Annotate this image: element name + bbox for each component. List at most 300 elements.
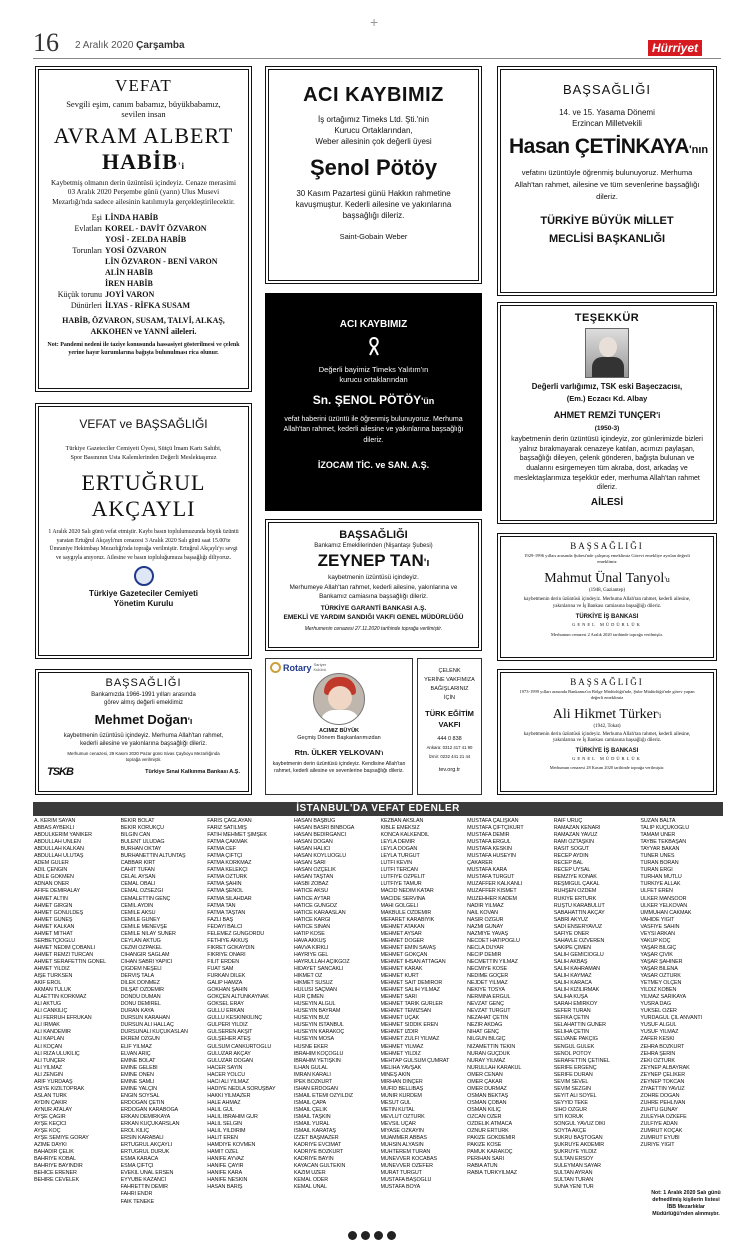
obituary-name: BEHİRE CEVELEK xyxy=(34,1177,80,1184)
obituary-name: MEHMET ZÜLFİ YILMAZ xyxy=(380,1036,440,1043)
obituary-name: ÜLKER YELKOVAN xyxy=(640,902,688,909)
isbank-sub: GENEL MÜDÜRLÜK xyxy=(572,622,642,628)
obituary-column xyxy=(381,818,465,1218)
obituary-name: BAHADIR ÇELİK xyxy=(34,1149,74,1156)
obituary-name: HASAN TAŞTAN xyxy=(293,874,334,881)
tev-phone: 444 0 838 xyxy=(437,735,462,742)
obituary-name: LEYLA DEMİR xyxy=(380,839,415,846)
obituary-name: ERDOĞAN KARABOĞA xyxy=(120,1106,179,1113)
ribbon-icon xyxy=(277,336,470,361)
relative-name: JOYİ VARON xyxy=(105,290,155,300)
obituary-name: ZEYNEP TOKCAN xyxy=(640,1078,685,1085)
ad-body: kaybetmenin derin üzüntüsü içindeyiz. Kendisine Allah'tan rahmet, kederli ailesine ve sevenlerine başsağlığı dileriz. xyxy=(272,761,406,774)
header-date: 2 Aralık 2020 Çarşamba xyxy=(75,40,185,51)
obituary-name: MELİHA YAVŞAK xyxy=(380,1064,422,1071)
obituary-name: MUAMMER ABBAS xyxy=(380,1135,427,1142)
rotary-wheel-icon xyxy=(270,662,281,673)
obituary-name: TURAN ERGİ xyxy=(640,867,673,874)
obituary-column xyxy=(207,818,291,1218)
obituary-column xyxy=(294,818,378,1218)
deceased-name: ERTUĞRUL xyxy=(81,470,206,496)
obituary-name: MUHSİN ALYASİN xyxy=(380,1142,424,1149)
obituary-name: AHMET ALTIN xyxy=(34,895,68,902)
obituary-name: HÜSEYİN İSTANBUL xyxy=(293,1022,344,1029)
obituary-name: RECEP BAL xyxy=(553,860,584,867)
obituary-name: RABİA TÜRKYILMAZ xyxy=(467,1170,517,1177)
obituary-name: HÜSEYİN BUZ xyxy=(293,1015,330,1022)
obituary-name: SAKİPE ÇİMEN xyxy=(553,944,591,951)
obituary-name: HALİL SELGİN xyxy=(207,1121,243,1128)
relative-name: LİNDA HABİB xyxy=(105,213,159,223)
obituary-name: MUSTAFA KARA xyxy=(467,867,507,874)
obituary-name: CEZMİ ÖZPAKEL xyxy=(120,944,163,951)
obituary-name: EROL KILIÇ xyxy=(120,1128,150,1135)
obituary-column xyxy=(467,818,551,1218)
obituary-name: ÖMER CENAN xyxy=(467,1071,503,1078)
obituary-name: MUSTAFA ERGÜL xyxy=(467,839,511,846)
obituary-name: MUSTAFA KESKİN xyxy=(467,846,512,853)
obituary-name: HADİYE NEDLA SORUŞBAY xyxy=(207,1085,276,1092)
obituary-name: MUSTAFA HÜSEYİN xyxy=(467,853,516,860)
obituary-name: GÖKSEL ERAY xyxy=(207,1001,244,1008)
obituary-name: ESMA ÇİFTÇİ xyxy=(120,1163,154,1170)
obituary-name: LÜTFİYE ÖZPELİT xyxy=(380,874,426,881)
obituary-name: SEYİT ALİ SOYEL xyxy=(553,1092,597,1099)
obituary-name: GALİP HAMZA xyxy=(207,980,243,987)
obituary-name: HAMDİYE KOVMEN xyxy=(207,1142,256,1149)
families: HABİB, ÖZVARON, SUSAM, TALVİ, ALKAŞ, AKKOHEN ve YANNİ aileleri. xyxy=(62,316,225,336)
obituary-name: KADRİYE BOZKURT xyxy=(293,1149,344,1156)
tgc-emblem-icon xyxy=(134,566,154,586)
obituary-name: RASİT SÖĞÜT xyxy=(553,846,590,853)
obituary-name: NURAN GÜÇDÜK xyxy=(467,1050,510,1057)
obituary-name: NERMİNA ERGÜL xyxy=(467,994,511,1001)
obituary-name: MİYASE ÖZKAYIN xyxy=(380,1128,424,1135)
obituary-name: RÜŞTÜ KARABULUT xyxy=(553,902,605,909)
obituary-name: GÜLLÜ KESKİNKILINÇ xyxy=(207,1015,263,1022)
obituary-name: AİŞE TÜRKSEN xyxy=(34,973,73,980)
obituary-name: CEMAL OBALI xyxy=(120,881,156,888)
ad-saint-gobain-weber xyxy=(265,66,482,284)
obituary-name: İZZET BAŞMAZER xyxy=(293,1135,339,1142)
obituary-name: İMRAN KARALI xyxy=(293,1071,331,1078)
obituary-name: ZÜRİYE YİĞİT xyxy=(640,1142,675,1149)
deceased-name: Hasan ÇETİNKAYA'nın xyxy=(509,135,709,159)
obituary-name: RECEP UYSAL xyxy=(553,867,591,874)
obituary-name: ÜLKER MANSOOR xyxy=(640,895,687,902)
obituary-name: BAHRİYE KOBAL xyxy=(34,1156,76,1163)
obituary-name: NAİL KOVAN xyxy=(467,909,498,916)
obituary-name: DİLŞAT ÖZDEMİR xyxy=(120,987,164,994)
ad-intro: 1929-1996 yılları arasında Şubesi'nde çalışmış emeklimiz Görevi emekliye ayrılan değerli emeklimiz xyxy=(524,553,690,564)
obituary-name: HİDAYET SANCAKLI xyxy=(293,965,344,972)
obituary-name: HASBİ ZOBAZ xyxy=(293,881,329,888)
obituary-name: GÖKHAN ŞAHİN xyxy=(207,987,248,994)
ad-body: 1 Aralık 2020 Salı günü vefat etmiştir. Kaybı basın toplulumuzunda büyük üzüntü yaratan Ertuğrul Akçaylı'nın cenazesi 3 Aralık 2020 Salı günü saat 15.00'te Ümraniye Hekimbaşı Mezarlığı'nda toprağa verilmiştir. Ertuğrul Akçaylı'yı sevgi ve saygıyla anıyoruz. Ailesine ve basın topluluğumuza başsağlığı diliyoruz. xyxy=(48,529,239,561)
obituary-name: MURAT TURGUT xyxy=(380,1170,422,1177)
intro-line: Bankamızda 1966-1991 yılları arasında xyxy=(91,692,196,698)
obituary-name: HATİP KÖSE xyxy=(293,930,325,937)
obituary-name: HAMİT ÖZEL xyxy=(207,1149,239,1156)
obituary-name: KEZBAN AKSLAN xyxy=(380,818,424,824)
portrait-photo xyxy=(585,328,629,378)
obituary-name: CİHAN SABRİ YAPICI xyxy=(120,958,172,965)
obituary-name: GÜLPERİ YILDIZ xyxy=(207,1022,248,1029)
obituary-name: FATMA ÖZTÜRK xyxy=(207,874,247,881)
obituary-name: NADİR YILMAZ xyxy=(467,902,504,909)
obituary-name: TURHAN MUTLU xyxy=(640,874,682,881)
deceased-name: Sn. ŞENOL PÖTÖY'ün xyxy=(312,393,435,408)
obituary-name: MUHTEREM TURAN xyxy=(380,1149,431,1156)
obituary-name: MEHTAP GÜLSÜM ÇUMRAT xyxy=(380,1057,450,1064)
obituary-name: LÜTFİYE TAMUR xyxy=(380,881,422,888)
ad-title: VEFAT ve BAŞSAĞLIĞI xyxy=(79,417,208,431)
relatives-list xyxy=(47,212,240,311)
obituary-name: HANİFE NESKİN xyxy=(207,1177,248,1184)
obituary-name: MAHİ GÖLGELİ xyxy=(380,902,418,909)
obituary-name: MÜNİR KURDEM xyxy=(380,1092,422,1099)
ad-title: BAŞSAĞLIĞI xyxy=(105,677,182,689)
obituary-name: SOYTA AKÇE xyxy=(553,1128,587,1135)
obituary-name: AYŞE KOÇ xyxy=(34,1128,61,1135)
obituary-name: MİNEŞ AKIN xyxy=(380,1071,411,1078)
obituary-name: ZÜLFİYE ADAN xyxy=(640,1121,678,1128)
obituary-name: CEMİLE NİLAY SÜNER xyxy=(120,930,176,937)
obituary-name: MÜFİD BELLİBAŞ xyxy=(380,1085,424,1092)
obituary-name: ADİLE GÖKMEN xyxy=(34,874,74,881)
obituary-name: ENGİN SOYSAL xyxy=(120,1092,160,1099)
obituary-name: MİRHAN DİNÇER xyxy=(380,1078,423,1085)
obituary-name: TURAN BORAN xyxy=(640,860,679,867)
obituary-name: HALİT EREN xyxy=(207,1135,238,1142)
obituary-name: FAİK TENEKE xyxy=(120,1198,155,1205)
header-crosshair: + xyxy=(370,14,379,30)
header-rule xyxy=(33,58,721,59)
obituary-name: YAŞAR BİLGİÇ xyxy=(640,944,677,951)
obituary-name: ZİYAETTİN YAVUZ xyxy=(640,1085,685,1092)
obituary-name: CEYLAN AKTUĞ xyxy=(120,937,161,944)
obituary-name: GÜLÜZAR AKÇAY xyxy=(207,1050,251,1057)
obituary-name: AHMET NEDİM ÇOBANLI xyxy=(34,944,95,951)
obituary-name: EMİNE ÖNEN xyxy=(120,1071,154,1078)
obituary-name: SEFER TURAN xyxy=(553,1008,591,1015)
obituary-name: LEYLA TURGUT xyxy=(380,853,420,860)
obituary-name: NAZMİ GÜNAY xyxy=(467,923,504,930)
obituary-name: TÜRKİYE ALLAK xyxy=(640,881,681,888)
obituary-name: YURDAGÜL ÇİL ANVANTI xyxy=(640,1015,702,1022)
obituary-name: MEFARET KARABIYIK xyxy=(380,916,435,923)
tev-web: tev.org.tr xyxy=(438,766,461,773)
ad-body: Merhumeye Allah'tan rahmet, kederli ailesine, yakınlarına ve Bankamız camiasına başsağlığı dileriz. xyxy=(289,584,458,600)
obituary-name: HULUSİ SAÇMAN xyxy=(293,987,337,994)
obituary-name: OSMAN ÇOBAN xyxy=(467,1099,507,1106)
obituary-name: HACI ALİ YILMAZ xyxy=(207,1078,249,1085)
obituary-name: MEHMET SARI xyxy=(380,994,417,1001)
obituary-name: HALİL GÜL xyxy=(207,1106,234,1113)
obituary-name: MEHMET AYSAR xyxy=(380,930,422,937)
obituary-name: BURHAN OKTAY xyxy=(120,846,162,853)
obituary-name: ALİ CANKILIÇ xyxy=(34,1008,68,1015)
obituary-name: FATMA ÇAKMAK xyxy=(207,839,248,846)
obituary-name: RAİF URUÇ xyxy=(553,818,583,824)
relative-name: ALİN HABİB xyxy=(105,268,153,278)
obituary-name: ESMA KARACA xyxy=(120,1156,159,1163)
isbank-logo: TÜRKİYE İŞ BANKASI xyxy=(575,614,639,621)
obituary-name: İSMAİL YURAL xyxy=(293,1121,330,1128)
obituary-name: FATMA TAN xyxy=(207,902,236,909)
tev-name: VAKFI xyxy=(438,720,461,730)
page-number: 16 xyxy=(33,28,59,57)
obituary-name: ZEKİ ÖZTÜRK xyxy=(640,1057,675,1064)
ad-title: BAŞSAĞLIĞI xyxy=(562,82,652,97)
obituary-name: MEHMET YILMAZ xyxy=(380,1043,424,1050)
obituary-list xyxy=(34,818,724,1218)
ad-note: Merhumun cenazesi 28 Kasım 2020 tarihinde toprağa verilmiştir. xyxy=(549,765,665,771)
obituary-name: GÜLSÜM CANKURTOĞLU xyxy=(207,1043,272,1050)
obituary-name: ADNAN ÖNER xyxy=(34,881,69,888)
obituary-name: MEHMET SAİT DEMİRÖR xyxy=(380,980,443,987)
ad-title: BAŞSAĞLIĞI xyxy=(570,541,644,551)
obituary-name: ÜMMÜHAN CAKMAK xyxy=(640,909,692,916)
ad-intro xyxy=(279,115,468,147)
intro-line: ACIMIZ BÜYÜK xyxy=(318,728,360,734)
obituary-name: ALİ İRMAK xyxy=(34,1022,60,1029)
obituary-name: YUSUF ALGÜL xyxy=(640,1022,677,1029)
ad-tgc-akcayli xyxy=(35,403,252,659)
obituary-name: DURSUN ALİ HALLAÇ xyxy=(120,1022,174,1029)
obituary-name: MÜNEVVER KOCABAS xyxy=(380,1156,438,1163)
obituary-name: HÜSEYİN BAYRAM xyxy=(293,1008,341,1015)
ad-izocam xyxy=(265,293,482,511)
obituary-name: AYDIN ÇAKIR xyxy=(34,1099,67,1106)
intro-line: Değerli varlığımız, TSK eski Başeczacısı, xyxy=(531,382,683,391)
obituary-name: EKREM ÖZGÜN xyxy=(120,1036,160,1043)
ad-intro: Türkiye Gazeteciler Cemiyeti Üyesi, Sütçü İmam Kartı Sahibi, Spor Basınının Usta Kalemlerinden Değerli Meslektaşımız xyxy=(65,445,222,461)
obituary-name: KONCA KALKENDİL xyxy=(380,832,430,839)
ad-tev xyxy=(417,658,482,795)
obituary-name: EMİNE YALÇIN xyxy=(120,1085,157,1092)
obituary-name: AHMET GİRGİN xyxy=(34,902,73,909)
obituary-avram-habib xyxy=(35,66,252,392)
ad-intro: Sevgili eşim, canım babamız, büyükbabamız, sevilen insan xyxy=(66,99,221,119)
obituary-name: SUZAN BALTA xyxy=(640,818,676,824)
obituary-name: HÜSEYİN KARAKOÇ xyxy=(293,1029,345,1036)
obituary-name: HATİCE KARGI xyxy=(293,916,331,923)
obituary-name: AHMET KALKAN xyxy=(34,923,75,930)
obituary-name: ZAFER KESKİ xyxy=(640,1036,675,1043)
portrait-photo xyxy=(313,673,365,725)
obituary-name: MUZAFFER KALKANLI xyxy=(467,881,523,888)
obituary-name: DURSUN KARAHAN xyxy=(120,1015,170,1022)
obituary-name: ŞÜKRÜYE YILDIZ xyxy=(553,1149,597,1156)
ad-signature: Türkiye Gazeteciler Cemiyeti Yönetim Kurulu xyxy=(89,588,198,609)
relative-name: YOSİ ÖZVARON xyxy=(105,246,167,256)
ad-signature: Saint-Gobain Weber xyxy=(339,231,408,241)
tev-line: YERİNE VAKFIMIZA xyxy=(424,677,475,683)
ad-body: Kaybetmiş olmanın derin üzüntüsü içindeyiz. Cenaze merasimi 03 Aralık 2020 Perşembe günü (yarın) Ulus Musevi Mezarlığı'nda sadece ailesinin katılımıyla gerçekleştirilecektir. xyxy=(50,178,236,206)
obituary-name: PAKİZE KÖSE xyxy=(467,1142,502,1149)
obituary-name: MEHMET UÇAK xyxy=(380,1015,420,1022)
obituary-name: DÖNÜ DEMİREL xyxy=(120,1001,161,1008)
obituary-name: DERVİŞ TALA xyxy=(120,973,154,980)
deceased-name: AVRAM ALBERT xyxy=(53,123,234,148)
obituary-name: BÜLENT ULUDAĞ xyxy=(120,839,165,846)
obituary-name: ERTUĞRUL AKÇAYLI xyxy=(120,1142,172,1149)
intro-line: Kurucu Ortaklarından, xyxy=(334,125,413,135)
obituary-name: YÜKSEL ÖZER xyxy=(640,1008,677,1015)
obituary-name: NEKİYE TOSYA xyxy=(467,987,505,994)
ad-title: ACI KAYBIMIZ xyxy=(303,84,444,106)
obituary-name: SEFİKA ÇETİN xyxy=(553,1015,590,1022)
obituary-name: YASAR ÖZTÜRK xyxy=(640,973,681,980)
obituary-name: YUSRA DAĞ xyxy=(640,1001,671,1008)
obituary-name: YAŞAR BİLENA xyxy=(640,965,678,972)
ad-garanti-zeynep-tan xyxy=(265,519,482,651)
obituary-name: CEMİLE GÜNEY xyxy=(120,916,161,923)
obituary-name: SELVANE PAKÇİĞ xyxy=(553,1036,598,1043)
obituary-name: MEHMET İZDİR xyxy=(380,1029,419,1036)
obituary-name: SENGÜL GÜLEK xyxy=(553,1043,595,1050)
obituary-list-header: İSTANBUL'DA VEFAT EDENLER xyxy=(33,802,723,816)
obituary-name: TAMAM ÜNER xyxy=(640,832,676,839)
obituary-name: SALİH GEMİCİOĞLU xyxy=(553,951,604,958)
obituary-name: SABAHATTİN AKÇAY xyxy=(553,909,605,916)
ad-tbmm-condolence xyxy=(497,66,717,296)
obituary-name: CABBAR KIRT xyxy=(120,860,156,867)
obituary-name: NECMETTİN YILMAZ xyxy=(467,958,518,965)
obituary-name: LÜTFİ TERCAN xyxy=(380,867,418,874)
obituary-name: ZEHRA ŞERİN xyxy=(640,1050,676,1057)
obituary-name: HATİCE AKSU xyxy=(293,888,329,895)
page-dots xyxy=(348,1231,396,1240)
obituary-name: SIHO ÖZGÜR xyxy=(553,1106,587,1113)
obituary-name: FUAT SAM xyxy=(207,965,234,972)
obituary-name: DÖNDÜ DUMAN xyxy=(120,994,161,1001)
obituary-note: Not: 1 Aralık 2020 Salı günü defnedilmiş kişilerin listesi İBB Mezarlıklar Müdürlüğü'nden alınmıştır. xyxy=(651,1190,721,1217)
ad-note: Merhumenin cenazesi 27.11.2020 tarihinde toprağa verilmiştir. xyxy=(304,625,443,632)
obituary-name: KIBLE EMEKSİZ xyxy=(380,825,420,832)
obituary-name: ŞÜKRÜYE AKDEMİR xyxy=(553,1142,605,1149)
obituary-name: ZEYNEP ALBAYRAK xyxy=(640,1064,690,1071)
deceased-name: Mahmut Ünal Tanyol'u xyxy=(544,570,670,586)
obituary-name: CİHANGİR SAĞLAM xyxy=(120,951,170,958)
ad-tskb-dogan xyxy=(35,669,252,795)
obituary-name: İLHAN GÜLAL xyxy=(293,1064,328,1071)
intro-line: Erzincan Milletvekili xyxy=(572,119,642,129)
relative-name: İREN HABİB xyxy=(105,279,153,289)
obituary-name: DİLEK DÖNMEZ xyxy=(120,980,160,987)
obituary-name: ALİ FERRUH EFRUKAN xyxy=(34,1015,92,1022)
ad-signature: İZOCAM TİC. ve SAN. A.Ş. xyxy=(317,459,430,470)
obituary-name: HASAN KÖYLÜOĞLU xyxy=(293,853,346,860)
obituary-name: MEHMET EMİN SAVAŞ xyxy=(380,944,436,951)
obituary-name: YILMAZ SARIKAYA xyxy=(640,994,687,1001)
obituary-name: MESUT GÜL xyxy=(380,1099,411,1106)
obituary-name: CEMALETTİN GENÇ xyxy=(120,895,171,902)
obituary-name: BEKİR KÖRÜKÇÜ xyxy=(120,825,164,832)
obituary-name: SALİH AKBAŞ xyxy=(553,958,588,965)
deceased-name: Ali Hikmet Türker'i xyxy=(552,706,662,722)
obituary-name: ALİ YILMAZ xyxy=(34,1064,62,1071)
obituary-name: CEMİL AYDIN xyxy=(120,902,154,909)
obituary-name: ALİ TUNÇER xyxy=(34,1057,65,1064)
obituary-name: HASAN BASRİ BİNBOĞA xyxy=(293,825,355,832)
relative-name: LİN ÖZVARON - BENİ VARON xyxy=(105,257,218,267)
obituary-name: MUSTAFA ÇİFTÇİKURT xyxy=(467,825,524,832)
obituary-name: LEYLA DOĞAN xyxy=(380,846,418,853)
obituary-name: AYNUR ATALAY xyxy=(34,1106,72,1113)
obituary-name: SULTAN AYRAN xyxy=(553,1170,593,1177)
obituary-name: ALİ RIZA ULUKILIÇ xyxy=(34,1050,80,1057)
obituary-name: TAYBE TEKBAŞAN xyxy=(640,839,687,846)
obituary-name: İBRAHİM YETİŞKİN xyxy=(293,1057,341,1064)
obituary-column xyxy=(34,818,118,1218)
obituary-name: HATİCE SİNAN xyxy=(293,923,331,930)
obituary-name: SULTAN ERSOY xyxy=(553,1156,594,1163)
obituary-name: SELİHA ÇETİN xyxy=(553,1029,590,1036)
deceased-name: Mehmet Doğan'ı xyxy=(94,711,193,727)
obituary-name: SALİH KARACA xyxy=(553,980,592,987)
obituary-name: ABDULLAH ÜNLEN xyxy=(34,839,81,846)
obituary-name: YETMEY ÖLÇEN xyxy=(640,980,682,987)
ad-title: BAŞSAĞLIĞI xyxy=(339,529,408,541)
ad-body: kaybetmenin derin üzüntüsü içindeyiz. Merhuma Allah'tan rahmet, kederli ailesine, yakınlarına ve İş Bankası camiasına başsağlığı dileriz. xyxy=(523,596,691,609)
obituary-name: RAMİ ÖZTAŞKIN xyxy=(553,839,594,846)
ad-rotary-yelkovan xyxy=(265,658,413,795)
obituary-name: FATMA KORKMAZ xyxy=(207,860,252,867)
obituary-name: NEJDET YILMAZ xyxy=(467,980,508,987)
obituary-name: FİKRİYE ONARI xyxy=(207,951,246,958)
obituary-name: VEYSİ ARKAN xyxy=(640,930,675,937)
obituary-name: HÜSEYİN MOSA xyxy=(293,1036,335,1043)
obituary-name: HASAN BEDİRGANCI xyxy=(293,832,346,839)
years: (1950-3) xyxy=(594,425,620,432)
obituary-name: YAŞAR ŞAHİNER xyxy=(640,958,683,965)
obituary-name: SALİH KAYMAZ xyxy=(553,973,592,980)
deceased-name: ZEYNEP TAN'ı xyxy=(317,551,430,570)
obituary-name: SERBETÇİOĞLU xyxy=(34,937,76,944)
obituary-name: YUSUF YILMAZ xyxy=(640,1029,679,1036)
obituary-name: NİZAMETTİN TEKİN xyxy=(467,1043,516,1050)
obituary-name: MEVLÜT ÖZTÜRK xyxy=(380,1113,425,1120)
obituary-name: SİTİ KORUK xyxy=(553,1113,584,1120)
obituary-name: FATMA TAŞTAN xyxy=(207,909,246,916)
ad-body: kaybetmenin üzüntüsü içindeyiz. Merhuma Allah'tan rahmet, kederli ailesine ve yakınlarına başsağlığı dileriz. xyxy=(63,732,224,747)
obituary-name: RAMAZAN YAVUZ xyxy=(553,832,598,839)
obituary-name: ERDOĞAN ÇETİN xyxy=(120,1099,165,1106)
obituary-name: HALE AHMAZ xyxy=(207,1099,241,1106)
tev-izmir: İzmir: 0232 441 21 44 xyxy=(428,753,471,759)
obituary-name: ABDULKERİM YANIKER xyxy=(34,832,92,839)
obituary-name: AKMAN TÜLÜK xyxy=(34,987,72,994)
obituary-name: SULTAN TURAN xyxy=(553,1177,593,1184)
obituary-name: MEHMET KURT xyxy=(380,973,419,980)
obituary-name: AHMET MİTHAT xyxy=(34,930,73,937)
obituary-name: FETHİYE AKKUŞ xyxy=(207,937,249,944)
obituary-name: RÜKİYE ERTÜRK xyxy=(553,895,597,902)
obituary-name: FAHRETTİN DEMİR xyxy=(120,1184,168,1191)
ad-signature: TÜRKİYE BÜYÜK MİLLET MECLİSİ BAŞKANLIĞI xyxy=(540,215,674,245)
obituary-name: ÖMER DURMAZ xyxy=(467,1085,507,1092)
obituary-name: YAŞAR ÇİVİK xyxy=(640,951,673,958)
obituary-name: MEVSİL UÇAR xyxy=(380,1121,416,1128)
obituary-name: MEHMET ATAKAN xyxy=(380,923,425,930)
obituary-name: ÇAKARER xyxy=(467,860,493,867)
obituary-name: SERİFE ERGENÇ xyxy=(553,1064,597,1071)
obituary-name: ZÜHRE PEHLİVAN xyxy=(640,1099,686,1106)
deceased-surname: AKÇAYLI xyxy=(91,496,196,522)
obituary-name: İPEK BOZKURT xyxy=(293,1078,333,1085)
